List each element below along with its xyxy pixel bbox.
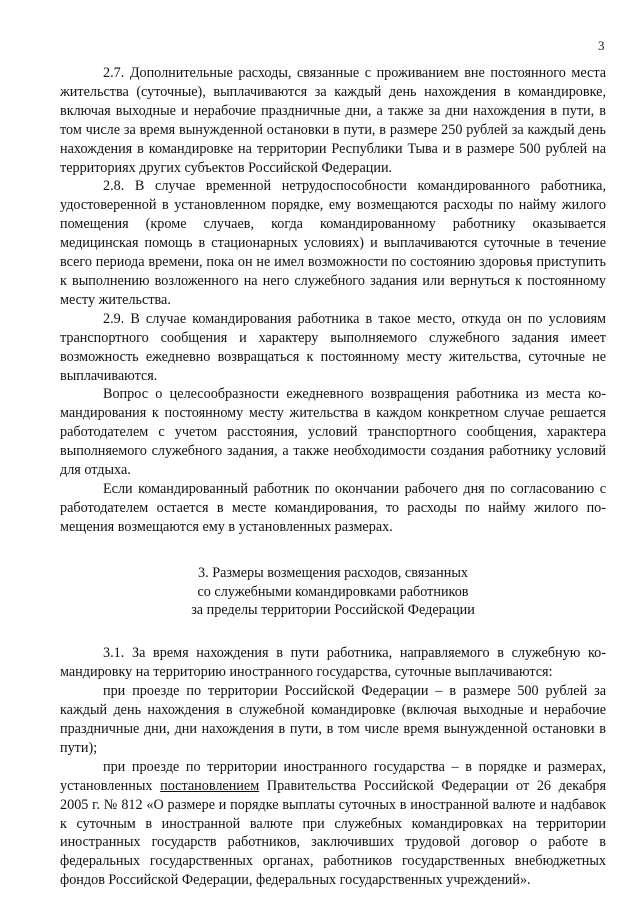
decree-link[interactable]: постановлением xyxy=(160,777,260,794)
paragraph-housing-reimbursement: Если командированный работник по окончании рабочего дня по согласованию с работодателем остается в месте командирования, то расходы по найму жилого помещения возмещаются ему в установленных размерах. xyxy=(60,480,606,535)
document-body xyxy=(60,64,606,890)
paragraph-2-7: 2.7. Дополнительные расходы, связанные с проживанием вне постоянного места жительства (суточные), выплачиваются за каждый день нахождения в командировке, включая выходные и нерабочие праздничные дни, а также за дни нахождения в пути, в том числе за время вынужденной остановки в пути, в размере 250 рублей за каждый день нахождения в командировке на территории Республики Тыва и в размере 500 рублей на территориях других субъектов Российской Федерации. xyxy=(60,65,606,176)
foreign-travel-text-end: Правительства Российской Федерации от 26 декабря 2005 г. № 812 «О размере и порядке выплаты суточных в иностранной валюте и надбавок к суточным в иностранной валюте при служебных командировках на территории иностранных государств работников, заключивших трудовой договор о работе в федеральных государственных органах, работников государственных внебюджетных фондов Российской Федерации, федеральных государственных учреждений». xyxy=(60,777,607,889)
paragraph-russia-travel: при проезде по территории Российской Федерации – в размере 500 рублей за каждый день нахождения в служебной командировке (включая выходные и нерабочие праздничные дни, дни нахождения в пути, в том числе время вынужденной остановки в пути); xyxy=(60,683,606,756)
page-number: 3 xyxy=(598,38,605,53)
paragraph-foreign-travel xyxy=(60,758,606,890)
section-heading-line: за пределы территории Российской Федерации xyxy=(191,602,475,619)
section-heading-3 xyxy=(60,564,606,621)
paragraph-2-8: 2.8. В случае временной нетрудоспособности командированного работника, удостоверенной в установленном порядке, ему возмещаются расходы по найму жилого помещения (кроме случаев, когда командированному работнику оказывается медицинская помощь в стационарных условиях) и выплачиваются суточные в течение всего периода времени, пока он не имел возможности по состоянию здоровья приступить к выполнению возложенного на него служебного задания или вернуться к постоянному месту жительства. xyxy=(60,178,606,308)
paragraph-return-question: Вопрос о целесообразности ежедневного возвращения работника из места командирования к постоянному месту жительства в каждом конкретном случае решается работодателем с учетом расстояния, условий транспортного сообщения, характера выполняемого служебного задания, а также необходимости создания работнику условий для отдыха. xyxy=(60,386,606,479)
section-heading-line: 3. Размеры возмещения расходов, связанных xyxy=(198,564,468,581)
paragraph-3-1: 3.1. За время нахождения в пути работника, направляемого в служебную командировку на территорию иностранного государства, суточные выплачиваются: xyxy=(60,645,606,681)
foreign-travel-text-start: при проезде по территории иностранного государства – в порядке и размерах, установленных xyxy=(60,758,606,794)
section-heading-line: со служебными командировками работников xyxy=(197,583,469,600)
paragraph-2-9: 2.9. В случае командирования работника в такое место, откуда он по условиям транспортного сообщения и характеру выполняемого служебного задания имеет возможность ежедневно возвращаться к постоянному месту жительства, суточные не выплачиваются. xyxy=(60,310,606,384)
